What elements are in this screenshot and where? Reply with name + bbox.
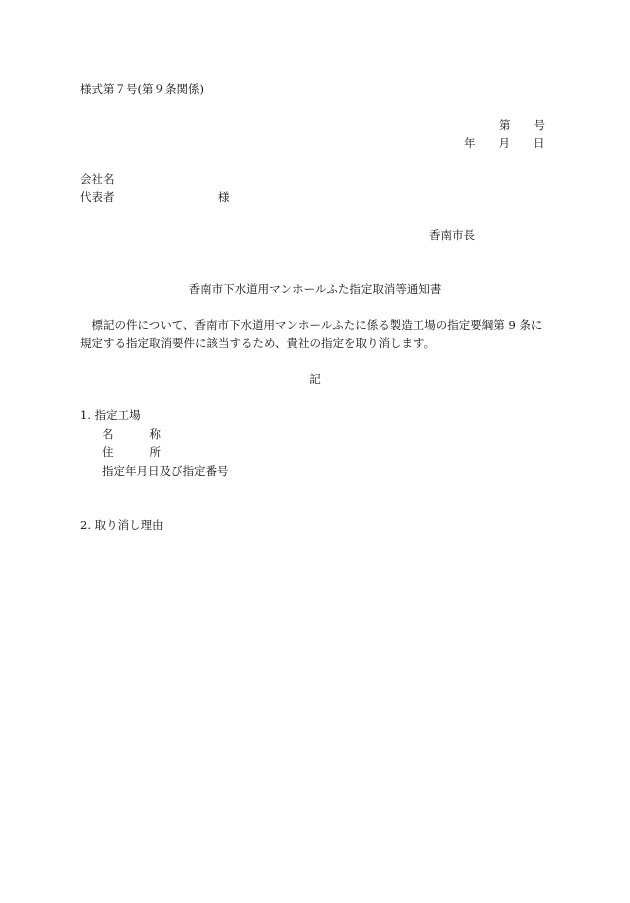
name-char-1: 名 [102,427,114,441]
body-text-line-1: 標記の件について、香南市下水道用マンホールふたに係る製造工場の指定要綱第 9 条に [80,318,543,332]
honorific-sama: 様 [218,190,230,204]
item-2-heading: 2. 取り消し理由 [80,518,164,532]
document-number [499,117,545,133]
representative-label: 代表者 [80,190,115,204]
company-name-label: 会社名 [80,172,115,186]
document-number-dai: 第 [499,118,511,132]
address-char-2: 所 [149,445,161,459]
item-1-designation-date-number: 指定年月日及び指定番号 [102,464,229,478]
document-title: 香南市下水道用マンホールふた指定取消等通知書 [188,282,442,296]
body-text-line-2: 規定する指定取消要件に該当するため、貴社の指定を取り消します。 [80,336,436,350]
item-1-name-label [102,426,161,442]
document-number-go: 号 [533,118,545,132]
item-1-address-label [102,444,161,460]
name-char-2: 称 [149,427,161,441]
document-date [464,135,545,151]
form-number: 様式第７号(第９条関係) [80,82,204,96]
date-day: 日 [533,136,545,150]
ki-heading: 記 [309,372,321,386]
date-year: 年 [464,136,476,150]
date-month: 月 [498,136,510,150]
address-char-1: 住 [102,445,114,459]
sender-mayor: 香南市長 [429,228,475,242]
item-1-heading: 1. 指定工場 [80,408,141,422]
